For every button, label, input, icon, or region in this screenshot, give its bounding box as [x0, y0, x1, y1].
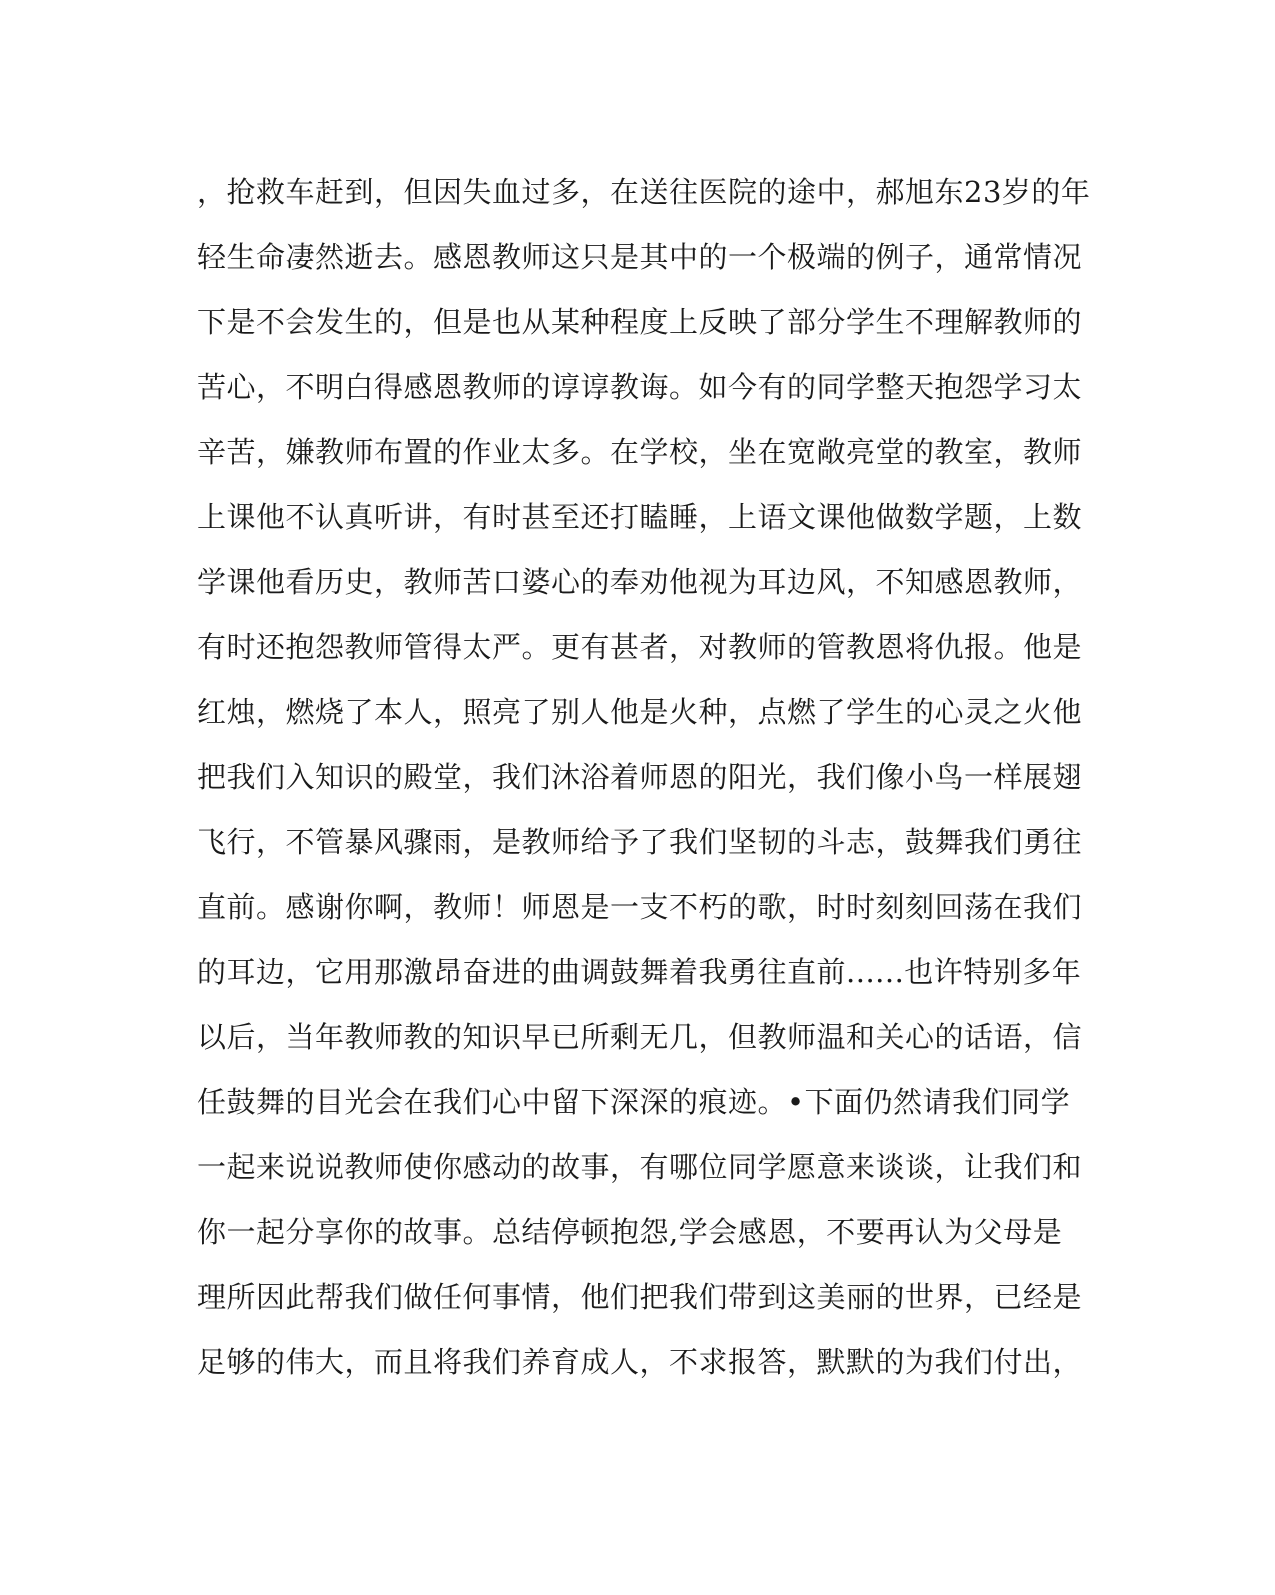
text-line: 下是不会发生的，但是也从某种程度上反映了部分学生不理解教师的	[197, 305, 1083, 339]
text-line: 上课他不认真听讲，有时甚至还打瞌睡，上语文课他做数学题，上数	[197, 500, 1083, 534]
text-line: 辛苦，嫌教师布置的作业太多。在学校，坐在宽敞亮堂的教室，教师	[197, 435, 1083, 469]
text-line: 一起来说说教师使你感动的故事，有哪位同学愿意来谈谈，让我们和	[197, 1150, 1083, 1184]
text-line: 理所因此帮我们做任何事情，他们把我们带到这美丽的世界，已经是	[197, 1280, 1083, 1314]
text-line: 飞行，不管暴风骤雨，是教师给予了我们坚韧的斗志，鼓舞我们勇往	[197, 825, 1083, 859]
text-line: 以后，当年教师教的知识早已所剩无几，但教师温和关心的话语，信	[197, 1020, 1083, 1054]
body-text	[197, 160, 1091, 1395]
text-line: 苦心，不明白得感恩教师的谆谆教诲。如今有的同学整天抱怨学习太	[197, 370, 1083, 404]
text-line: 的耳边，它用那激昂奋进的曲调鼓舞着我勇往直前......也许特别多年	[197, 955, 1082, 989]
text-line: 足够的伟大，而且将我们养育成人，不求报答，默默的为我们付出，	[197, 1345, 1083, 1379]
text-line: ，抢救车赶到，但因失血过多，在送往医院的途中，郝旭东23岁的年	[197, 175, 1091, 209]
text-line: 轻生命凄然逝去。感恩教师这只是其中的一个极端的例子，通常情况	[197, 240, 1083, 274]
text-line: 红烛，燃烧了本人，照亮了别人他是火种，点燃了学生的心灵之火他	[197, 695, 1083, 729]
text-line: 把我们入知识的殿堂，我们沐浴着师恩的阳光，我们像小鸟一样展翅	[197, 760, 1083, 794]
text-line: 直前。感谢你啊，教师！师恩是一支不朽的歌，时时刻刻回荡在我们	[197, 890, 1083, 924]
text-line: 你一起分享你的故事。总结停顿抱怨,学会感恩，不要再认为父母是	[197, 1215, 1063, 1249]
text-line: 学课他看历史，教师苦口婆心的奉劝他视为耳边风，不知感恩教师，	[197, 565, 1083, 599]
text-line: 有时还抱怨教师管得太严。更有甚者，对教师的管教恩将仇报。他是	[197, 630, 1083, 664]
text-line: 任鼓舞的目光会在我们心中留下深深的痕迹。•下面仍然请我们同学	[197, 1085, 1071, 1119]
